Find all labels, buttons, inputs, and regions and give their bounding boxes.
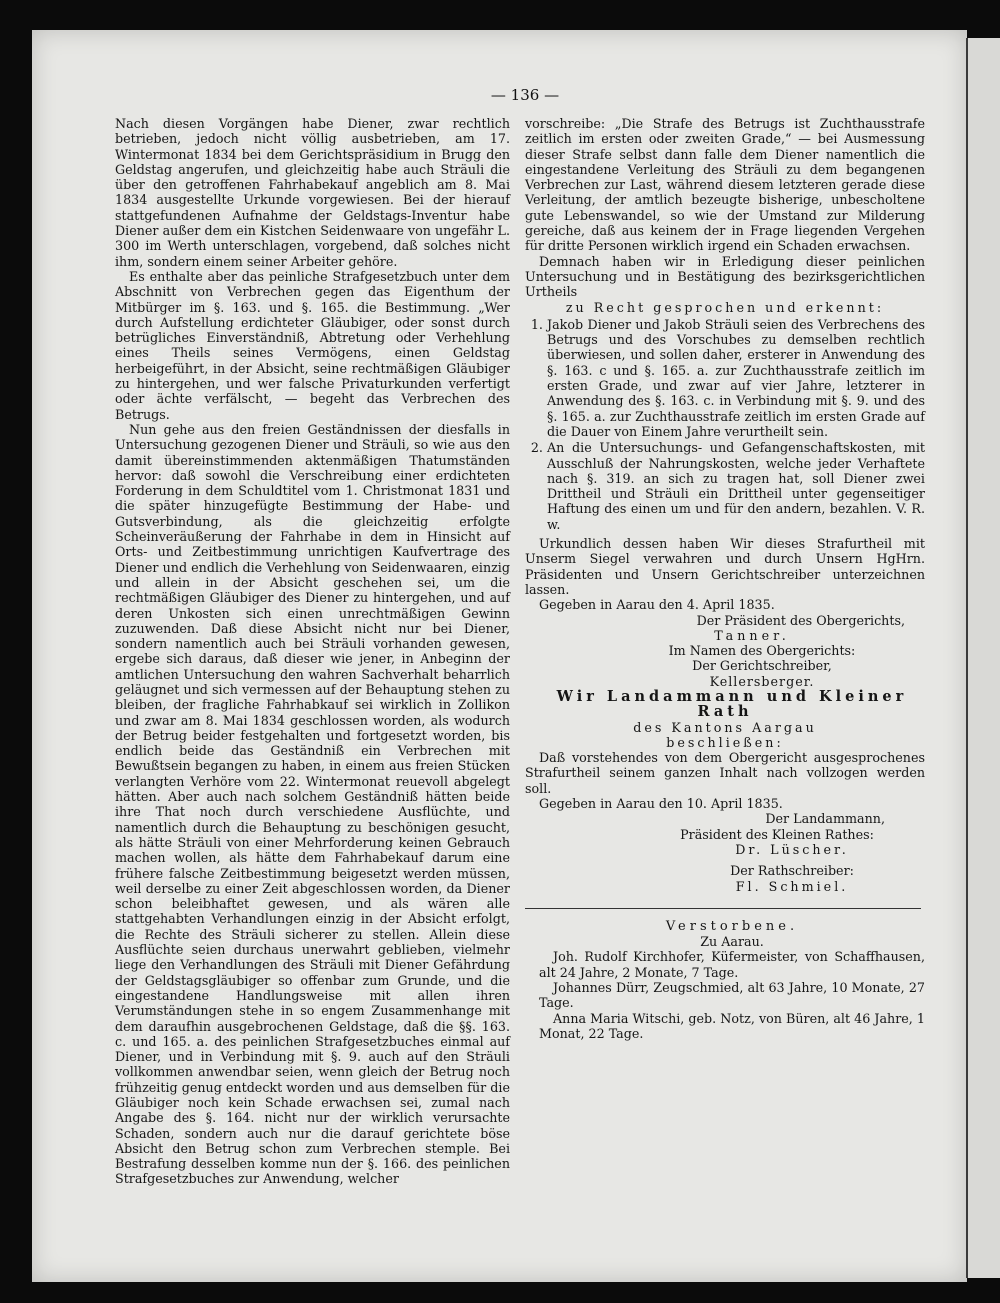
signature-name: Tanner. [714, 627, 790, 643]
death-entry: Johannes Dürr, Zeugschmied, alt 63 Jahre, 10 Monate, 27 Tage. [539, 980, 925, 1011]
verdict-list [525, 317, 925, 532]
date-line: Gegeben in Aarau den 4. April 1835. [539, 597, 775, 613]
council-heading: Wir Landammann und Kleiner Rath [556, 687, 908, 721]
paragraph: Daß vorstehendes von dem Obergericht ausgesprochenes Strafurtheil seinem ganzen Inhalt nach vollzogen werden soll. [525, 750, 925, 796]
signature-name: Dr. Lüscher. [735, 841, 849, 857]
verdict-item: 2. An die Untersuchungs- und Gefangenschaftskosten, mit Ausschluß der Nahrungskosten, welche jeder Verhaftete nach §. 319. an sich zu tragen hat, soll Diener zwei Drittheil und Sträuli ein Drittheil unter gegenseitiger Haftung des einen um und für den andern, bezahlen. V. R. w. [547, 440, 925, 532]
section-divider [525, 908, 921, 909]
paragraph: Nun gehe aus den freien Geständnissen der diesfalls in Untersuchung gezogenen Diener und Sträuli, so wie aus den damit übereinstimmenden aktenmäßigen Thatumständen hervor: daß sowohl die Verschreibung einer erdichteten Forderung in dem Schuldtitel vom 1. Christmonat 1831 und die später hinzugefügte Bestimmung der Habe- und Gutsverbindung, als die gleichzeitig erfolgte Scheinveräußerung der Fahrhabe in dem in Hinsicht auf Orts- und Zeitbestimmung unrichtigen Kaufvertrage des Diener und endlich die Verhehlung von Seidenwaaren, einzig und allein in der Absicht geschehen sei, um die rechtmäßigen Gläubiger des Diener zu hintergehen, und auf deren Unkosten sich einen unrechtmäßigen Gewinn zuzuwenden. Daß diese Absicht nicht nur bei Diener, sondern namentlich auch bei Sträuli vorhanden gewesen, ergebe sich daraus, daß dieser wie jener, in Anbeginn der amtlichen Untersuchung den wahren Sachverhalt beharrlich geläugnet und sich vermessen auf der Behauptung stehen zu bleiben, der fragliche Fahrhabkauf sei wirklich in Zollikon und zwar am 8. Mai 1834 geschlossen worden, als wodurch der Betrug beider festgehalten und fortgesetzt worden, bis endlich beide das Geständniß ein Verbrechen mit Bewußtsein begangen zu haben, in einem aus freien Stücken verlangten Verhöre vom 22. Wintermonat reuevoll abgelegt hätten. Aber auch nach solchem Geständniß hätten beide ihre That noch durch verschiedene Ausflüchte, und namentlich durch die Behauptung zu beschönigen gesucht, als hätte Sträuli von einer Mehrforderung keinen Gebrauch machen wollen, als hätte dem Fahrhabekauf darum eine frühere falsche Zeitbestimmung beigesetzt werden müssen, weil derselbe zu einer Zeit abgeschlossen worden, da Diener schon beleibhaftet gewesen, und als wären alle stattgehabten Verhandlungen einzig in der Absicht erfolgt, die Rechte des Sträuli sicherer zu stellen. Allein diese Ausflüchte seien durchaus unerwahrt geblieben, vielmehr liege den Verhandlungen des Sträuli mit Diener Gefährdung der Geldstagsgläubiger so offenbar zum Grunde, und die eingestandene Handlungsweise mit allen ihren Verumständungen stehe in so engem Zusammenhange mit dem daraufhin ausgebrochenen Geldstage, daß die §§. 163. c. und 165. a. des peinlichen Strafgesetzbuches einmal auf Diener, und in Verbindung mit §. 9. auch auf den Sträuli vollkommen anwendbar seien, wenn gleich der Betrug noch frühzeitig genug entdeckt worden und aus demselben für die Gläubiger noch kein Schade erwachsen sei, zumal nach Angabe des §. 164. nicht nur der wirklich verursachte Schaden, sondern auch nur die darauf gerichtete böse Absicht den Betrug schon zum Verbrechen stemple. Bei Bestrafung desselben komme nun der §. 166. des peinlichen Strafgesetzbuches zur Anwendung, welcher [115, 421, 510, 1187]
council-subheading: des Kantons Aargau [633, 719, 817, 735]
signature-title: Der Gerichtschreiber, [692, 658, 832, 674]
death-entry: Joh. Rudolf Kirchhofer, Küfermeister, von Schaffhausen, alt 24 Jahre, 2 Monate, 7 Tage. [539, 949, 925, 980]
signature-subtitle: Präsident des Kleinen Rathes: [680, 826, 874, 842]
left-column [115, 116, 510, 1187]
paragraph: Urkundlich dessen haben Wir dieses Strafurtheil mit Unserm Siegel verwahren und durch Unsern HgHrn. Präsidenten und Unsern Gerichtschreiber unterzeichnen lassen. [525, 536, 925, 597]
signature-prefix: Im Namen des Obergerichts: [668, 643, 856, 659]
signature-title: Der Präsident des Obergerichts, [696, 612, 905, 628]
paragraph: Es enthalte aber das peinliche Strafgesetzbuch unter dem Abschnitt von Verbrechen gegen das Eigenthum der Mitbürger im §. 163. und §. 165. die Bestimmung. „Wer durch Aufstellung erdichteter Gläubiger, oder sonst durch betrügliches Einverständniß, Abtretung oder Verhehlung eines Theils seines Vermögens, einen Geldstag herbeigeführt, in der Absicht, seine rechtmäßigen Gläubiger zu hintergehen, und wer falsche Privaturkunden verfertigt oder ächte verfälscht, — begeht das Verbrechen des Betrugs. [115, 268, 510, 422]
verdict-item: 1. Jakob Diener und Jakob Sträuli seien des Verbrechens des Betrugs und des Vorschubes zu demselben rechtlich überwiesen, und sollen daher, ersterer in Anwendung des §. 163. c und §. 165. a. zur Zuchthausstrafe zeitlich im ersten Grade, und zwar auf vier Jahre, letzterer in Anwendung des §. 163. c. in Verbindung mit §. 9. und des §. 165. a. zur Zuchthausstrafe zeitlich im ersten Grade auf die Dauer von Einem Jahre verurtheilt sein. [547, 317, 925, 439]
council-verb: beschließen: [666, 734, 784, 750]
verdict-heading: zu Recht gesprochen und erkennt: [565, 299, 885, 315]
deaths-heading: Verstorbene. [665, 918, 799, 934]
paragraph: Demnach haben wir in Erledigung dieser peinlichen Untersuchung und in Bestätigung des bezirksgerichtlichen Urtheils [525, 253, 925, 300]
signature-name: Kellersberger. [709, 673, 815, 689]
signature-name: Fl. Schmiel. [735, 878, 849, 894]
signature-title: Der Landammann, [765, 811, 885, 827]
deaths-place: Zu Aarau. [700, 934, 764, 950]
page-number: — 136 — [490, 86, 560, 104]
right-column [525, 116, 925, 1041]
paragraph: vorschreibe: „Die Strafe des Betrugs ist Zuchthausstrafe zeitlich im ersten oder zweiten Grade,“ — bei Ausmessung dieser Strafe selbst dann falle dem Diener namentlich die eingestandene Verleitung des Sträuli zu dem begangenen Verbrechen zur Last, während diesem letzteren gerade diese Verleitung, der amtlich bezeugte bisherige, unbescholtene gute Lebenswandel, so wie der Umstand zur Milderung gereiche, daß aus keinem der in Frage liegenden Vergehen für dritte Personen wirklich irgend ein Schaden erwachsen. [525, 116, 925, 254]
signature-title: Der Rathschreiber: [730, 863, 854, 879]
paragraph: Nach diesen Vorgängen habe Diener, zwar rechtlich betrieben, jedoch nicht völlig ausbetrieben, am 17. Wintermonat 1834 bei dem Gerichtspräsidium in Brugg den Geldstag angerufen, und gleichzeitig habe auch Sträuli die über den getroffenen Fahrhabekauf angeblich am 8. Mai 1834 ausgestellte Urkunde vorgewiesen. Bei der hierauf stattgefundenen Aufnahme der Geldstags-Inventur habe Diener außer dem ein Kistchen Seidenwaare von ungefähr L. 300 im Werth unterschlagen, vorgebend, daß solches nicht ihm, sondern einem seiner Arbeiter gehöre. [115, 116, 510, 269]
death-entry: Anna Maria Witschi, geb. Notz, von Büren, alt 46 Jahre, 1 Monat, 22 Tage. [539, 1010, 925, 1041]
adjacent-page-edge [966, 38, 1000, 1278]
date-line: Gegeben in Aarau den 10. April 1835. [539, 796, 783, 812]
